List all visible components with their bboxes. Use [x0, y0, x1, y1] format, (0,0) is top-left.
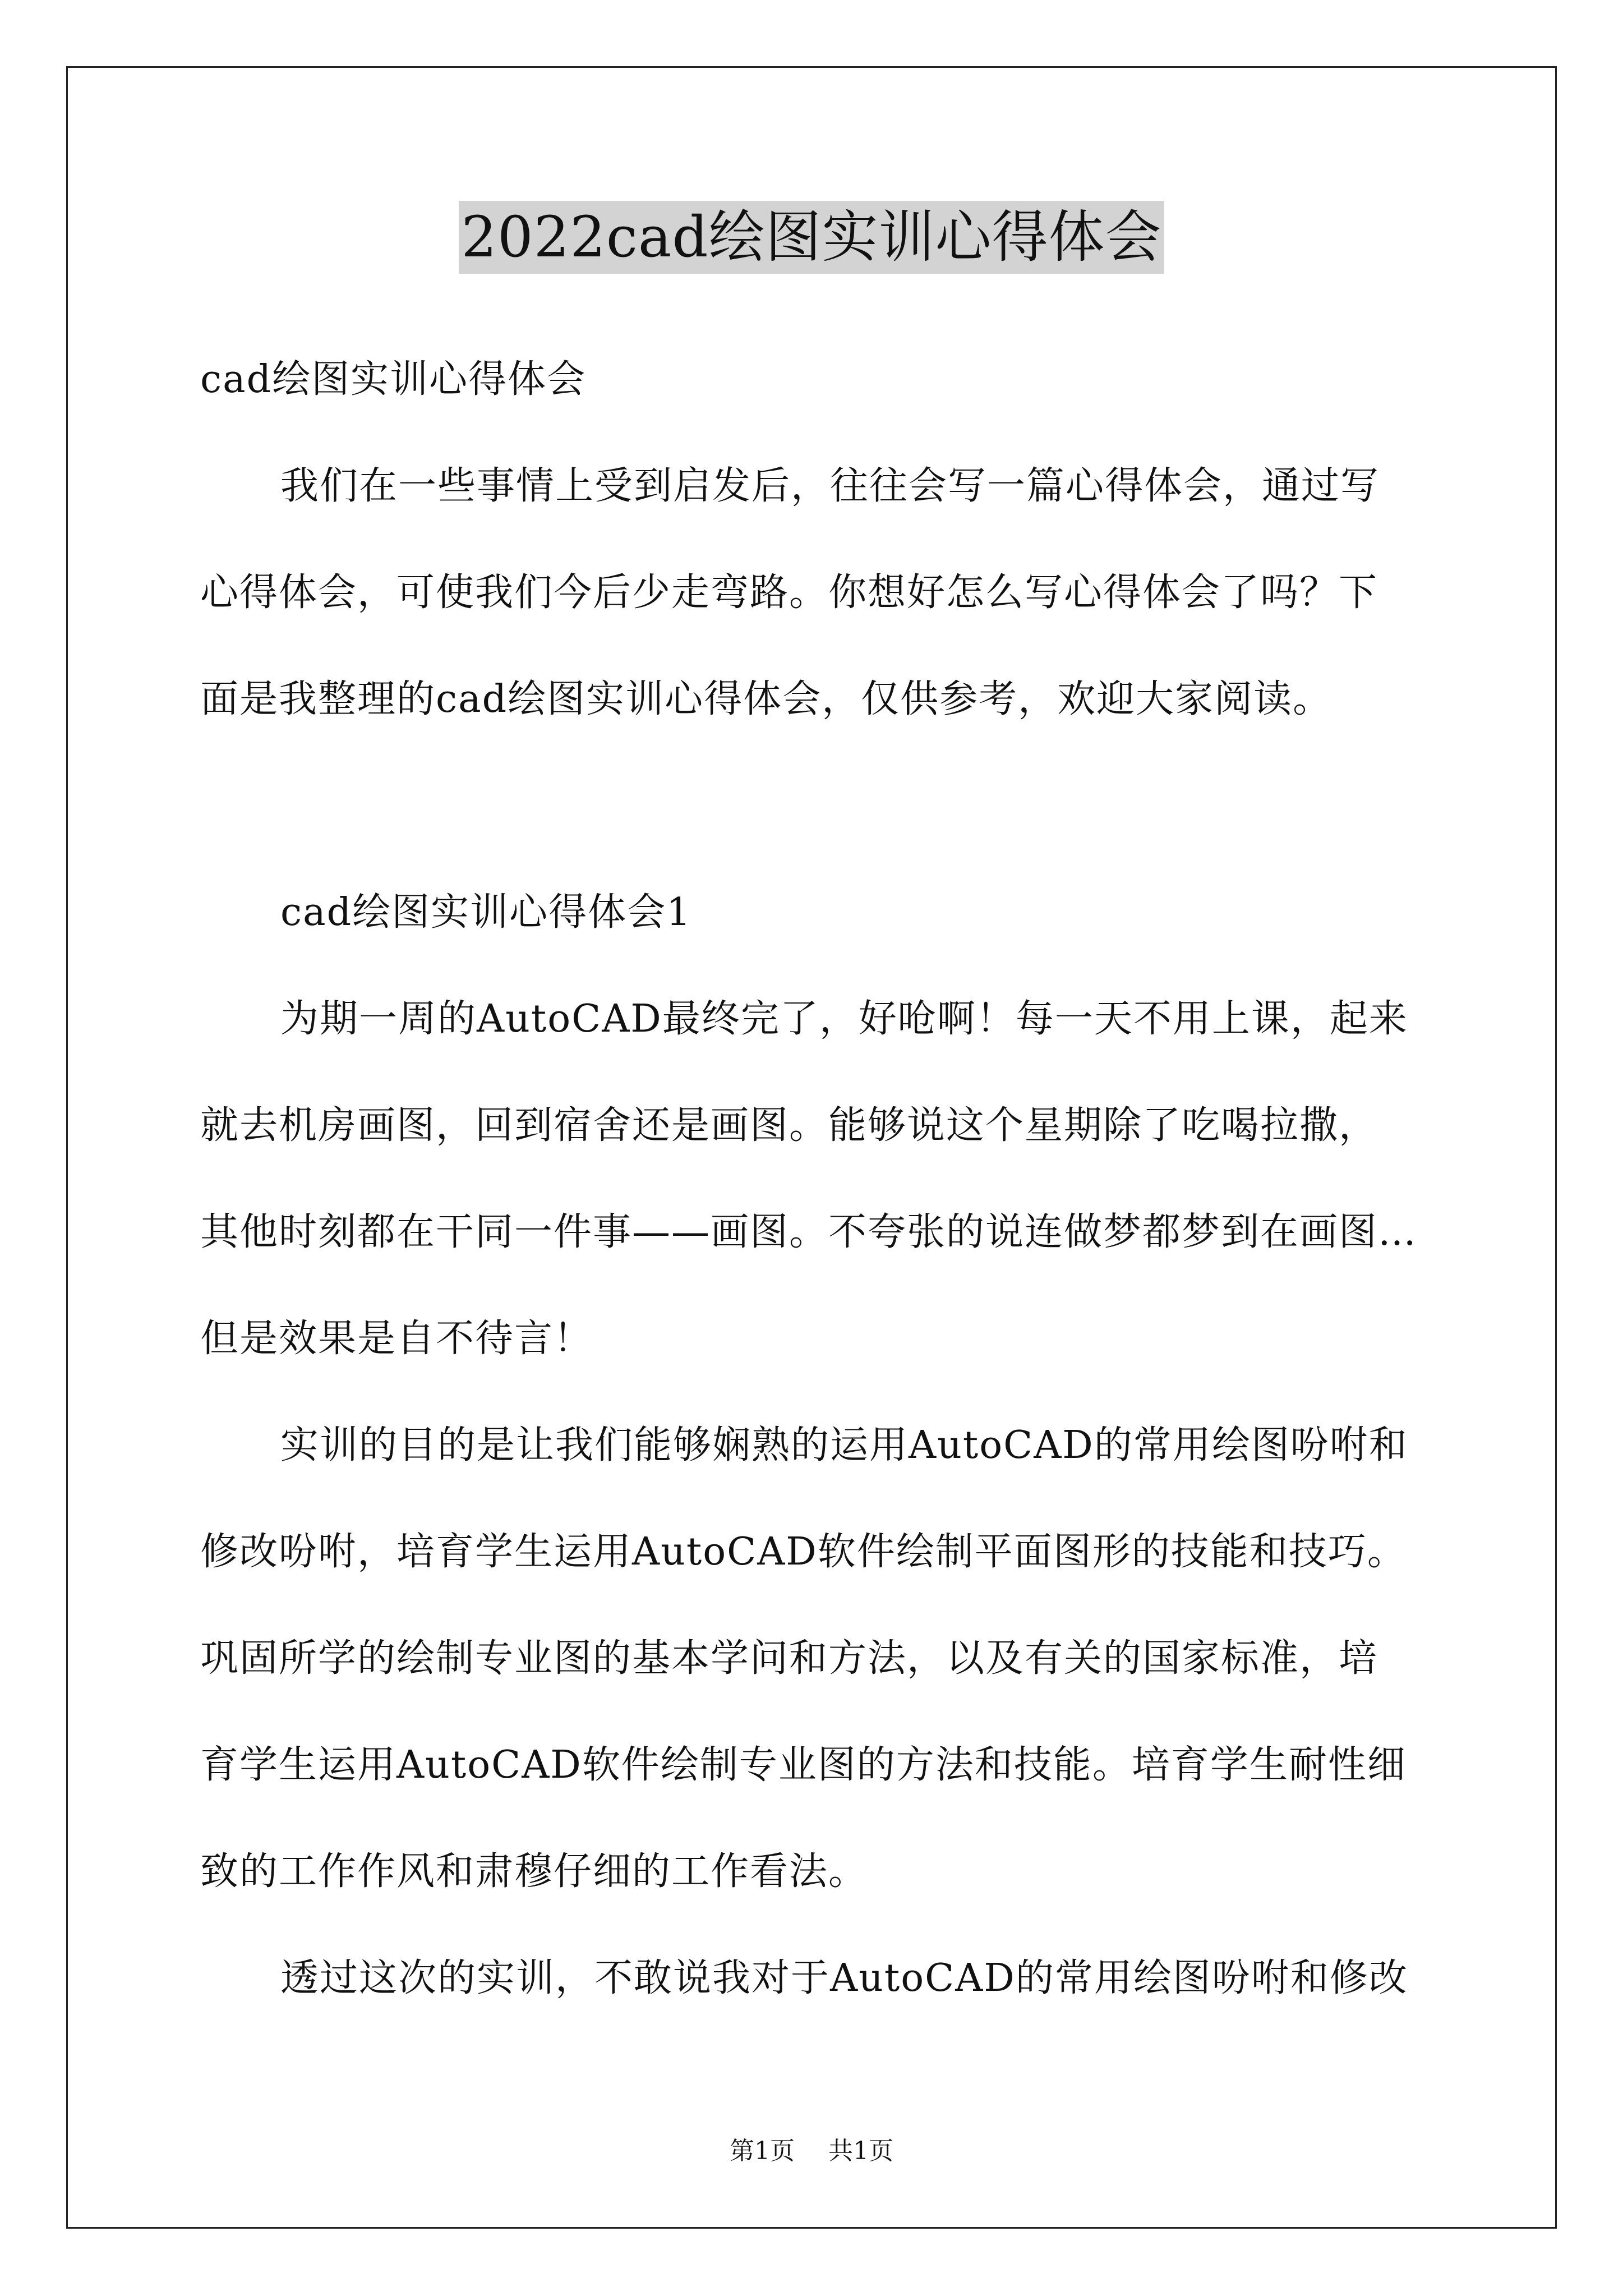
footer-page-number: 第1页 [730, 2137, 795, 2165]
para1-line-1: 为期一周的AutoCAD最终完了，好呛啊！每一天不用上课，起来 [280, 997, 1408, 1041]
para1-line-4: 但是效果是自不待言！ [200, 1317, 593, 1361]
para2-line-2: 修改吩咐，培育学生运用AutoCAD软件绘制平面图形的技能和技巧。 [200, 1530, 1407, 1574]
document-subtitle: cad绘图实训心得体会 [200, 357, 587, 402]
document-title: 2022cad绘图实训心得体会 [459, 201, 1164, 274]
page-footer [0, 2134, 1623, 2168]
para2-line-4: 育学生运用AutoCAD软件绘制专业图的方法和技能。培育学生耐性细 [200, 1743, 1407, 1787]
section-heading: cad绘图实训心得体会1 [280, 890, 692, 935]
intro-line-1: 我们在一些事情上受到启发后，往往会写一篇心得体会，通过写 [280, 464, 1380, 508]
intro-line-2: 心得体会，可使我们今后少走弯路。你想好怎么写心得体会了吗？下 [200, 570, 1378, 615]
footer-page-total: 共1页 [828, 2137, 893, 2165]
para3-line-1: 透过这次的实训，不敢说我对于AutoCAD的常用绘图吩咐和修改 [280, 1956, 1408, 2000]
para1-line-3: 其他时刻都在干同一件事——画图。不夸张的说连做梦都梦到在画图… [200, 1210, 1418, 1254]
para2-line-5: 致的工作作风和肃穆仔细的工作看法。 [200, 1849, 868, 1894]
para2-line-1: 实训的目的是让我们能够娴熟的运用AutoCAD的常用绘图吩咐和 [280, 1423, 1408, 1467]
title-wrap [0, 201, 1623, 274]
para1-line-2: 就去机房画图，回到宿舍还是画图。能够说这个星期除了吃喝拉撒， [200, 1103, 1378, 1148]
intro-line-3: 面是我整理的cad绘图实训心得体会，仅供参考，欢迎大家阅读。 [200, 677, 1332, 721]
para2-line-3: 巩固所学的绘制专业图的基本学问和方法，以及有关的国家标准，培 [200, 1636, 1378, 1681]
